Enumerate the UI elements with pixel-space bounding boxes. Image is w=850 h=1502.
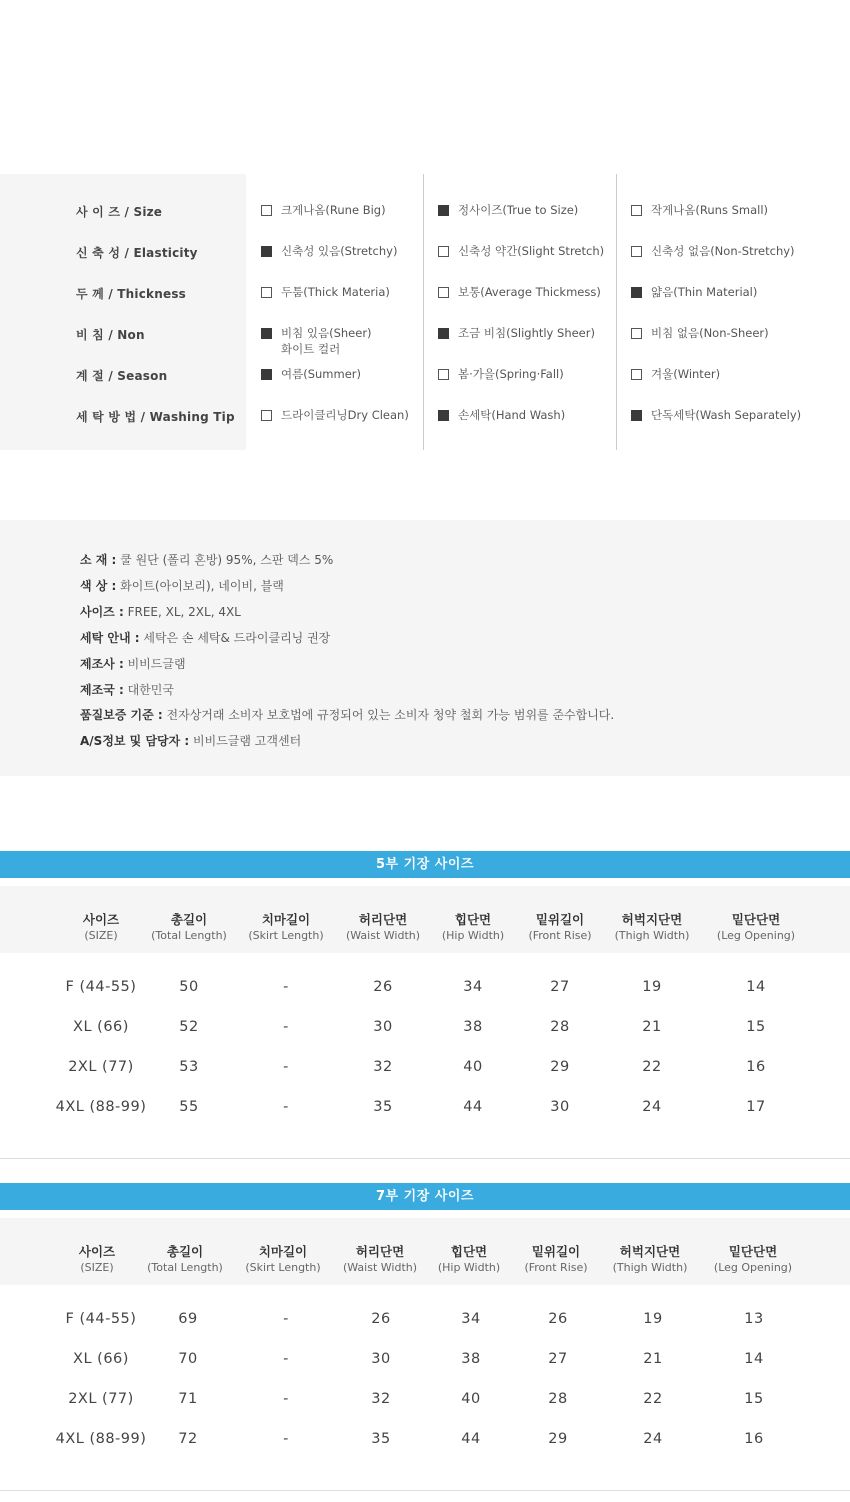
material-row — [80, 603, 241, 620]
size-value-cell: 22 — [643, 1391, 663, 1407]
info-row-label: 신 축 성 / Elasticity — [76, 246, 198, 260]
size-value-cell: 13 — [744, 1311, 764, 1327]
material-value: 대한민국 — [123, 682, 174, 697]
material-label: 품질보증 기준 : — [80, 708, 163, 723]
size-value-cell: 35 — [373, 1099, 393, 1115]
size-value-cell: 38 — [461, 1351, 481, 1367]
option-label: 봄·가을(Spring·Fall) — [458, 367, 564, 381]
option-text — [281, 366, 361, 382]
size-value-cell: 27 — [550, 979, 570, 995]
size-value-cell: 28 — [550, 1019, 570, 1035]
size-value-cell: 44 — [461, 1431, 481, 1447]
info-option — [438, 286, 601, 300]
size-table-bottom-divider — [0, 1158, 850, 1159]
checked-box-icon — [631, 287, 642, 298]
checked-box-icon — [261, 369, 272, 380]
option-text — [458, 284, 601, 300]
size-table-header — [0, 886, 850, 953]
size-label-cell: F (44-55) — [65, 1311, 137, 1327]
unchecked-box-icon — [438, 246, 449, 257]
option-text — [651, 243, 795, 259]
column-header-en: (Thigh Width) — [612, 1261, 688, 1274]
size-value-cell: 28 — [548, 1391, 568, 1407]
size-table-column-header — [613, 1244, 688, 1275]
material-row — [80, 577, 284, 594]
size-value-cell: 15 — [746, 1019, 766, 1035]
material-label: 세탁 안내 : — [80, 630, 140, 645]
size-value-cell: 35 — [371, 1431, 391, 1447]
material-value: 쿨 원단 (폴리 혼방) 95%, 스판 덱스 5% — [116, 553, 334, 567]
size-value-cell: - — [283, 1059, 289, 1075]
unchecked-box-icon — [631, 328, 642, 339]
size-value-cell: - — [283, 1099, 289, 1115]
option-text — [651, 407, 801, 423]
column-header-en: (SIZE) — [80, 1261, 114, 1274]
column-header-ko: 치마길이 — [258, 1244, 308, 1259]
column-header-en: (Skirt Length) — [245, 1261, 321, 1274]
material-value: 전자상거래 소비자 보호법에 규정되어 있는 소비자 청약 철회 가능 범위를 준수합니다. — [162, 708, 615, 723]
size-table-bottom-divider — [0, 1490, 850, 1491]
material-value: 세탁은 손 세탁& 드라이클리닝 권장 — [139, 630, 331, 645]
size-label-cell: XL (66) — [73, 1351, 129, 1367]
size-value-cell: 55 — [179, 1099, 199, 1115]
option-label: 두툼(Thick Materia) — [281, 285, 390, 299]
info-option — [261, 368, 361, 382]
size-label-cell: 2XL (77) — [68, 1391, 134, 1407]
product-info-grid — [0, 174, 850, 450]
column-header-en: (Total Length) — [147, 1261, 223, 1274]
info-option — [261, 245, 397, 259]
size-value-cell: 30 — [371, 1351, 391, 1367]
column-header-ko: 허벅지단면 — [621, 912, 683, 927]
column-header-ko: 허리단면 — [358, 912, 408, 927]
size-label-cell: 4XL (88-99) — [55, 1099, 147, 1115]
size-value-cell: 70 — [178, 1351, 198, 1367]
info-row-label: 세 탁 방 법 / Washing Tip — [76, 410, 235, 424]
size-table-column-header — [714, 1244, 792, 1275]
size-value-cell: 24 — [643, 1431, 663, 1447]
size-label-cell: XL (66) — [73, 1019, 129, 1035]
unchecked-box-icon — [261, 410, 272, 421]
size-value-cell: 14 — [746, 979, 766, 995]
checked-box-icon — [438, 328, 449, 339]
size-value-cell: 44 — [463, 1099, 483, 1115]
info-option — [261, 327, 372, 357]
option-text — [281, 284, 390, 300]
size-value-cell: 22 — [642, 1059, 662, 1075]
info-option — [438, 204, 578, 218]
column-header-en: (Waist Width) — [345, 929, 421, 942]
column-divider — [423, 174, 424, 450]
size-table-column-header — [528, 912, 591, 943]
size-value-cell: 29 — [550, 1059, 570, 1075]
column-header-ko: 사이즈 — [78, 1244, 116, 1259]
info-option — [631, 204, 768, 218]
size-value-cell: 53 — [179, 1059, 199, 1075]
size-value-cell: - — [283, 979, 289, 995]
option-label: 비침 있음(Sheer) — [281, 326, 372, 340]
size-value-cell: 34 — [461, 1311, 481, 1327]
size-value-cell: 26 — [371, 1311, 391, 1327]
info-row-label: 두 께 / Thickness — [76, 287, 187, 301]
unchecked-box-icon — [261, 287, 272, 298]
option-text — [281, 407, 409, 423]
info-option — [438, 409, 565, 423]
size-value-cell: 26 — [548, 1311, 568, 1327]
size-value-cell: 21 — [643, 1351, 663, 1367]
checked-box-icon — [438, 410, 449, 421]
column-header-en: (Waist Width) — [342, 1261, 418, 1274]
size-table-column-header — [79, 1244, 115, 1275]
material-value: 화이트(아이보리), 네이비, 블랙 — [116, 578, 284, 593]
size-value-cell: 17 — [746, 1099, 766, 1115]
size-value-cell: 24 — [642, 1099, 662, 1115]
unchecked-box-icon — [631, 246, 642, 257]
size-value-cell: 71 — [178, 1391, 198, 1407]
checked-box-icon — [438, 205, 449, 216]
option-label: 비침 없음(Non-Sheer) — [651, 326, 769, 340]
size-value-cell: 52 — [179, 1019, 199, 1035]
info-option — [261, 204, 386, 218]
option-label: 손세탁(Hand Wash) — [458, 408, 566, 422]
column-header-en: (Hip Width) — [441, 929, 505, 942]
size-value-cell: 38 — [463, 1019, 483, 1035]
info-option — [438, 327, 595, 341]
size-table-column-header — [615, 912, 690, 943]
column-header-ko: 힙단면 — [454, 912, 492, 927]
info-option — [631, 368, 720, 382]
size-value-cell: 40 — [463, 1059, 483, 1075]
size-table-column-header — [245, 1244, 320, 1275]
size-value-cell: 27 — [548, 1351, 568, 1367]
size-table-title: 7부 기장 사이즈 — [0, 1183, 850, 1210]
option-label: 신축성 없음(Non-Stretchy) — [651, 244, 795, 258]
material-row — [80, 681, 174, 698]
size-table-header — [0, 1218, 850, 1285]
size-value-cell: 72 — [178, 1431, 198, 1447]
option-label: 크게나옴(Rune Big) — [281, 203, 386, 217]
material-row — [80, 706, 614, 723]
material-label: 제조국 : — [80, 682, 124, 697]
info-option — [631, 409, 801, 423]
option-text — [458, 325, 595, 341]
option-label: 작게나옴(Runs Small) — [651, 203, 769, 217]
size-value-cell: 30 — [550, 1099, 570, 1115]
size-table-column-header — [147, 1244, 223, 1275]
size-table-column-header — [343, 1244, 417, 1275]
info-option — [631, 245, 795, 259]
size-value-cell: 21 — [642, 1019, 662, 1035]
size-table-column-header — [717, 912, 795, 943]
option-text — [651, 284, 757, 300]
option-label: 여름(Summer) — [281, 367, 361, 381]
column-header-ko: 밑위길이 — [535, 912, 585, 927]
size-value-cell: 16 — [746, 1059, 766, 1075]
column-header-en: (SIZE) — [84, 929, 118, 942]
size-table-column-header — [83, 912, 119, 943]
column-header-ko: 힙단면 — [450, 1244, 488, 1259]
material-row — [80, 655, 186, 672]
option-text — [281, 202, 386, 218]
size-table-column-header — [151, 912, 227, 943]
size-value-cell: 14 — [744, 1351, 764, 1367]
unchecked-box-icon — [438, 369, 449, 380]
column-header-ko: 허리단면 — [355, 1244, 405, 1259]
size-value-cell: 26 — [373, 979, 393, 995]
option-label: 신축성 약간(Slight Stretch) — [458, 244, 605, 258]
option-label: 정사이즈(True to Size) — [458, 203, 579, 217]
column-header-ko: 총길이 — [170, 912, 208, 927]
material-value: FREE, XL, 2XL, 4XL — [123, 604, 241, 619]
size-value-cell: - — [283, 1391, 289, 1407]
material-label: A/S정보 및 담당자 : — [80, 734, 190, 749]
column-header-en: (Front Rise) — [524, 1261, 588, 1274]
size-label-cell: 4XL (88-99) — [55, 1431, 147, 1447]
option-label: 신축성 있음(Stretchy) — [281, 244, 398, 258]
option-text — [458, 366, 564, 382]
option-label: 단독세탁(Wash Separately) — [651, 408, 802, 422]
option-note: 화이트 컬러 — [281, 342, 341, 356]
column-header-ko: 밑위길이 — [531, 1244, 581, 1259]
size-value-cell: 32 — [373, 1059, 393, 1075]
option-text — [651, 202, 768, 218]
size-value-cell: 29 — [548, 1431, 568, 1447]
option-text — [281, 325, 372, 357]
size-table-column-header — [524, 1244, 587, 1275]
size-value-cell: 50 — [179, 979, 199, 995]
material-value: 비비드글램 — [123, 656, 186, 671]
material-value: 비비드글램 고객센터 — [189, 734, 302, 749]
column-header-en: (Thigh Width) — [614, 929, 690, 942]
info-option — [438, 368, 564, 382]
option-label: 조금 비침(Slightly Sheer) — [458, 326, 595, 340]
size-table-column-header — [346, 912, 420, 943]
size-table-column-header — [442, 912, 504, 943]
size-value-cell: 40 — [461, 1391, 481, 1407]
material-info-panel — [0, 520, 850, 776]
size-label-cell: F (44-55) — [65, 979, 137, 995]
size-value-cell: - — [283, 1019, 289, 1035]
size-table-column-header — [438, 1244, 500, 1275]
info-row-label: 계 절 / Season — [76, 369, 168, 383]
column-divider — [616, 174, 617, 450]
size-table-column-header — [248, 912, 323, 943]
size-value-cell: 16 — [744, 1431, 764, 1447]
size-value-cell: 19 — [642, 979, 662, 995]
info-option — [631, 327, 769, 341]
option-label: 얇음(Thin Material) — [651, 285, 758, 299]
option-label: 드라이클리닝Dry Clean) — [281, 408, 409, 422]
size-value-cell: 15 — [744, 1391, 764, 1407]
unchecked-box-icon — [438, 287, 449, 298]
option-text — [281, 243, 397, 259]
option-text — [651, 366, 720, 382]
checked-box-icon — [261, 328, 272, 339]
option-text — [458, 243, 604, 259]
size-value-cell: - — [283, 1311, 289, 1327]
info-option — [438, 245, 604, 259]
info-row-label: 사 이 즈 / Size — [76, 205, 163, 219]
column-header-en: (Hip Width) — [437, 1261, 501, 1274]
size-value-cell: 69 — [178, 1311, 198, 1327]
material-row — [80, 551, 333, 568]
unchecked-box-icon — [261, 205, 272, 216]
checked-box-icon — [261, 246, 272, 257]
info-option — [631, 286, 757, 300]
size-value-cell: - — [283, 1351, 289, 1367]
column-header-en: (Total Length) — [151, 929, 227, 942]
column-header-en: (Leg Opening) — [716, 929, 796, 942]
column-header-ko: 밑단단면 — [728, 1244, 778, 1259]
column-header-ko: 치마길이 — [261, 912, 311, 927]
material-label: 제조사 : — [80, 656, 124, 671]
size-value-cell: - — [283, 1431, 289, 1447]
column-header-ko: 총길이 — [166, 1244, 204, 1259]
column-header-ko: 밑단단면 — [731, 912, 781, 927]
column-header-en: (Skirt Length) — [248, 929, 324, 942]
option-label: 보통(Average Thickmess) — [458, 285, 601, 299]
material-label: 사이즈 : — [80, 604, 124, 619]
material-label: 소 재 : — [80, 553, 117, 567]
unchecked-box-icon — [631, 205, 642, 216]
info-option — [261, 409, 409, 423]
material-label: 색 상 : — [80, 578, 117, 593]
size-value-cell: 19 — [643, 1311, 663, 1327]
column-header-en: (Front Rise) — [528, 929, 592, 942]
column-header-en: (Leg Opening) — [713, 1261, 793, 1274]
material-row — [80, 629, 330, 646]
unchecked-box-icon — [631, 369, 642, 380]
info-option — [261, 286, 390, 300]
size-table-title: 5부 기장 사이즈 — [0, 851, 850, 878]
size-value-cell: 30 — [373, 1019, 393, 1035]
option-text — [458, 407, 565, 423]
info-row-label: 비 침 / Non — [76, 328, 145, 342]
column-header-ko: 허벅지단면 — [619, 1244, 681, 1259]
size-value-cell: 34 — [463, 979, 483, 995]
option-text — [458, 202, 578, 218]
option-text — [651, 325, 769, 341]
size-label-cell: 2XL (77) — [68, 1059, 134, 1075]
option-label: 겨울(Winter) — [651, 367, 721, 381]
checked-box-icon — [631, 410, 642, 421]
column-header-ko: 사이즈 — [82, 912, 120, 927]
size-value-cell: 32 — [371, 1391, 391, 1407]
material-row — [80, 732, 301, 749]
